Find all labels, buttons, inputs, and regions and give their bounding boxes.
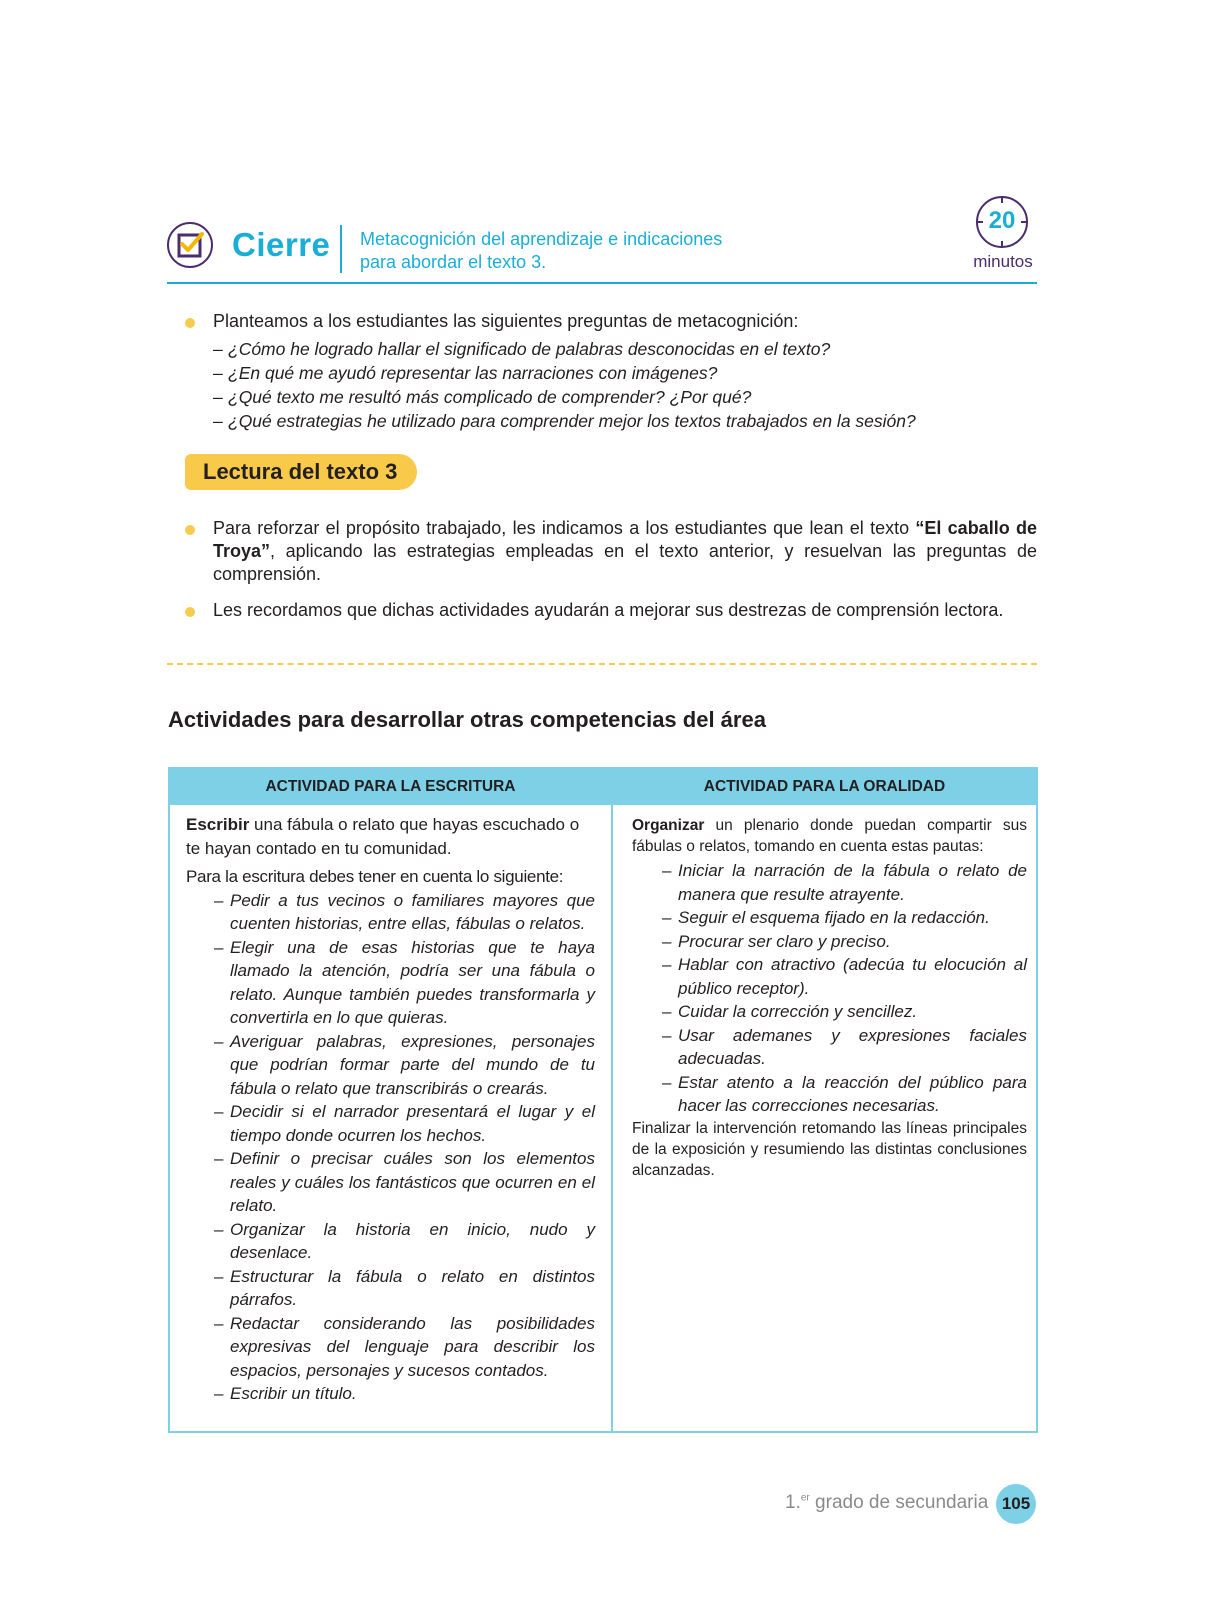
grade-label: 1.$^{er}$ grado de secundaria	[785, 1492, 989, 1513]
bullet	[185, 607, 195, 617]
lectura-paragraph: Para reforzar el propósito trabajado, les indicamos a los estudiantes que lean el texto “El caballo de Troya”, aplicando las estrategias empleadas en el texto anterior, y resuelvan las preguntas de comprensión.	[213, 518, 1037, 584]
list-item: – Definir o precisar cuáles son los elementos reales y cuáles los fantásticos que ocurren en el relato.	[214, 1149, 595, 1215]
list-item: – Cuidar la corrección y sencillez.	[662, 1002, 918, 1021]
lectura-paragraph-2: Les recordamos que dichas actividades ayudarán a mejorar sus destrezas de comprensión lectora.	[213, 600, 1004, 620]
list-item: – Usar ademanes y expresiones faciales adecuadas.	[662, 1025, 1027, 1068]
list-item: – ¿En qué me ayudó representar las narraciones con imágenes?	[213, 363, 718, 383]
list-item: – Iniciar la narración de la fábula o relato de manera que resulte atrayente.	[662, 861, 1027, 904]
header-underline	[167, 282, 1037, 284]
list-item: – ¿Cómo he logrado hallar el significado de palabras desconocidas en el texto?	[213, 339, 831, 359]
activities-title: Actividades para desarrollar otras competencias del área	[168, 707, 766, 732]
timer-value: 20	[988, 207, 1016, 234]
header-divider	[340, 225, 342, 273]
list-item: – ¿Qué texto me resultó más complicado de comprender? ¿Por qué?	[213, 387, 752, 407]
list-item: – Redactar considerando las posibilidades expresivas del lenguaje para describir los espacios, personajes y sucesos contados.	[214, 1313, 595, 1380]
escritura-cell	[186, 813, 595, 1406]
list-item: – ¿Qué estrategias he utilizado para comprender mejor los textos trabajados en la sesión?	[213, 411, 916, 431]
list-item: – Elegir una de esas historias que te haya llamado la atención, podría ser una fábula o relato. Aunque también puedes transformarla y convertirla en lo que quieras.	[214, 937, 595, 1027]
table-header-oralidad: ACTIVIDAD PARA LA ORALIDAD	[613, 769, 1036, 805]
list-item: – Procurar ser claro y preciso.	[662, 931, 891, 951]
escritura-list	[214, 889, 595, 1406]
section-subtitle: Metacognición del aprendizaje e indicaciones para abordar el texto 3.	[360, 229, 723, 272]
table-header-escritura: ACTIVIDAD PARA LA ESCRITURA	[170, 769, 611, 805]
list-item: – Decidir si el narrador presentará el lugar y el tiempo donde ocurren los hechos.	[214, 1102, 595, 1145]
escritura-intro: Escribir una fábula o relato que hayas escuchado o te hayan contado en tu comunidad.	[186, 815, 580, 858]
list-item: – Averiguar palabras, expresiones, personajes que podrían formar parte del mundo de tu fábula o relato que transcribirás o crearás.	[214, 1031, 595, 1098]
oralidad-cell	[632, 815, 1027, 1181]
page-number: 105	[996, 1484, 1036, 1524]
list-item: – Pedir a tus vecinos o familiares mayores que cuenten historias, entre ellas, fábulas o relatos.	[214, 890, 595, 933]
oralidad-intro: Organizar un plenario donde puedan compartir sus fábulas o relatos, tomando en cuenta estas pautas:	[632, 817, 1027, 855]
list-item: – Organizar la historia en inicio, nudo y desenlace.	[214, 1219, 595, 1262]
escritura-lead: Para la escritura debes tener en cuenta lo siguiente:	[186, 867, 564, 886]
list-item: – Escribir un título.	[214, 1384, 357, 1403]
column-divider	[611, 767, 613, 1433]
lectura-badge-label: Lectura del texto 3	[203, 459, 398, 484]
list-item: – Hablar con atractivo (adecúa tu elocución al público receptor).	[662, 955, 1027, 998]
oralidad-closing: Finalizar la intervención retomando las líneas principales de la exposición y resumiendo las distintas conclusiones alcanzadas.	[632, 1119, 1027, 1179]
list-item: – Estar atento a la reacción del público para hacer las correcciones necesarias.	[662, 1072, 1027, 1115]
timer-unit: minutos	[973, 252, 1033, 271]
metacognition-intro: Planteamos a los estudiantes las siguientes preguntas de metacognición:	[213, 311, 799, 331]
bullet	[185, 318, 195, 328]
bullet	[185, 525, 195, 535]
checkbox-icon	[167, 222, 213, 268]
list-item: – Estructurar la fábula o relato en distintos párrafos.	[214, 1266, 595, 1309]
section-divider	[167, 663, 1037, 665]
list-item: – Seguir el esquema fijado en la redacción.	[662, 908, 990, 927]
question-list	[213, 337, 916, 433]
oralidad-list	[662, 859, 1027, 1118]
section-title: Cierre	[232, 226, 331, 263]
